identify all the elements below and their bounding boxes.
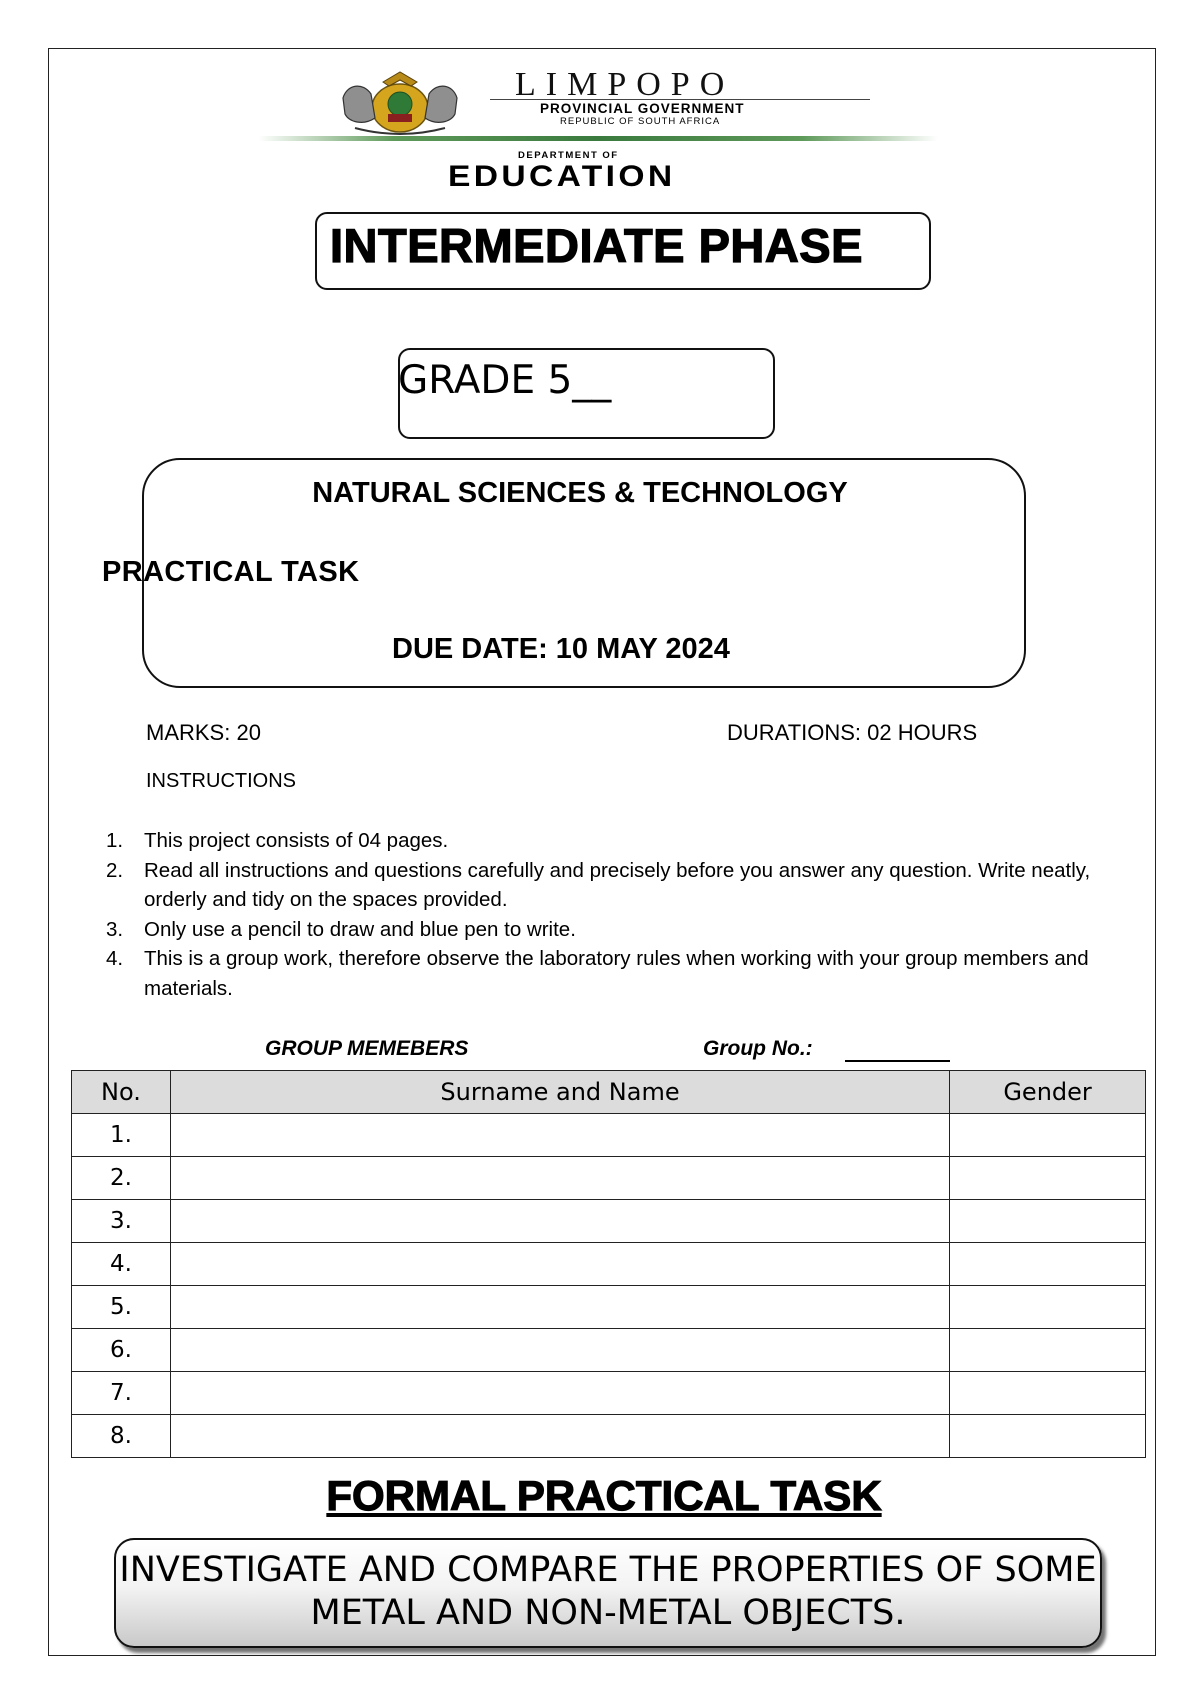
group-number-label: Group No.: bbox=[703, 1037, 813, 1060]
marks: MARKS: 20 bbox=[146, 720, 261, 745]
instruction-item bbox=[106, 944, 1146, 1003]
instruction-number: 1. bbox=[106, 829, 124, 852]
instruction-text: Only use a pencil to draw and blue pen to write. bbox=[144, 917, 576, 941]
gender-cell[interactable] bbox=[950, 1243, 1146, 1286]
task-type: PRACTICAL TASK bbox=[102, 556, 360, 588]
name-cell[interactable] bbox=[170, 1114, 949, 1157]
instruction-text: This project consists of 04 pages. bbox=[144, 829, 449, 852]
column-header-gender: Gender bbox=[950, 1071, 1146, 1114]
instruction-item bbox=[106, 856, 1146, 915]
province-name: LIMPOPO bbox=[515, 66, 735, 103]
row-number: 6. bbox=[72, 1329, 171, 1372]
formal-task-title bbox=[0, 1472, 1200, 1520]
table-row bbox=[72, 1114, 1146, 1157]
instruction-number: 2. bbox=[106, 858, 124, 882]
subject-title bbox=[0, 477, 1200, 510]
instruction-item bbox=[106, 915, 1146, 945]
instruction-number: 3. bbox=[106, 917, 124, 941]
investigation-text: INVESTIGATE AND COMPARE THE PROPERTIES OF SOME METAL AND NON-METAL OBJECTS. bbox=[119, 1550, 1097, 1633]
table-row bbox=[72, 1200, 1146, 1243]
department-of-label: DEPARTMENT OF bbox=[518, 150, 619, 161]
formal-task-title-text: FORMAL PRACTICAL TASK bbox=[326, 1472, 882, 1519]
name-cell[interactable] bbox=[170, 1200, 949, 1243]
row-number: 1. bbox=[72, 1114, 171, 1157]
group-members-label: GROUP MEMEBERS bbox=[265, 1037, 469, 1060]
instruction-text: Read all instructions and questions carefully and precisely before you answer any question. Write neatly, orderly and tidy on the spaces provided. bbox=[144, 858, 1091, 911]
group-number-field[interactable] bbox=[845, 1060, 950, 1062]
republic-label: REPUBLIC OF SOUTH AFRICA bbox=[560, 116, 721, 127]
name-cell[interactable] bbox=[170, 1157, 949, 1200]
gender-cell[interactable] bbox=[950, 1157, 1146, 1200]
logo-rule bbox=[490, 99, 870, 100]
group-members-table bbox=[71, 1070, 1146, 1458]
due-date: DUE DATE: 10 MAY 2024 bbox=[392, 633, 730, 665]
gender-cell[interactable] bbox=[950, 1286, 1146, 1329]
subject-title-text: NATURAL SCIENCES & TECHNOLOGY bbox=[312, 477, 848, 509]
instructions-heading: INSTRUCTIONS bbox=[146, 770, 296, 792]
name-cell[interactable] bbox=[170, 1243, 949, 1286]
row-number: 5. bbox=[72, 1286, 171, 1329]
table-row bbox=[72, 1157, 1146, 1200]
row-number: 3. bbox=[72, 1200, 171, 1243]
gender-cell[interactable] bbox=[950, 1372, 1146, 1415]
table-row bbox=[72, 1286, 1146, 1329]
logo-green-bar bbox=[258, 136, 938, 141]
table-row bbox=[72, 1415, 1146, 1458]
column-header-no: No. bbox=[72, 1071, 171, 1114]
table-row bbox=[72, 1243, 1146, 1286]
gender-cell[interactable] bbox=[950, 1114, 1146, 1157]
instructions-list bbox=[106, 826, 1146, 1003]
row-number: 4. bbox=[72, 1243, 171, 1286]
name-cell[interactable] bbox=[170, 1415, 949, 1458]
table-header-row bbox=[72, 1071, 1146, 1114]
instruction-text: This is a group work, therefore observe the laboratory rules when working with your group members and materials. bbox=[144, 947, 1089, 1000]
instruction-item bbox=[106, 826, 1146, 856]
coat-of-arms-icon bbox=[325, 68, 475, 136]
row-number: 2. bbox=[72, 1157, 171, 1200]
column-header-name: Surname and Name bbox=[170, 1071, 949, 1114]
phase-title: INTERMEDIATE PHASE bbox=[330, 219, 863, 272]
provincial-government: PROVINCIAL GOVERNMENT bbox=[540, 101, 745, 116]
name-cell[interactable] bbox=[170, 1372, 949, 1415]
department-name: EDUCATION bbox=[448, 160, 676, 193]
gender-cell[interactable] bbox=[950, 1200, 1146, 1243]
table-row bbox=[72, 1372, 1146, 1415]
name-cell[interactable] bbox=[170, 1286, 949, 1329]
instruction-number: 4. bbox=[106, 947, 124, 970]
name-cell[interactable] bbox=[170, 1329, 949, 1372]
gender-cell[interactable] bbox=[950, 1329, 1146, 1372]
durations: DURATIONS: 02 HOURS bbox=[727, 720, 978, 745]
row-number: 7. bbox=[72, 1372, 171, 1415]
gender-cell[interactable] bbox=[950, 1415, 1146, 1458]
row-number: 8. bbox=[72, 1415, 171, 1458]
table-row bbox=[72, 1329, 1146, 1372]
grade-label: GRADE 5__ bbox=[398, 358, 612, 403]
